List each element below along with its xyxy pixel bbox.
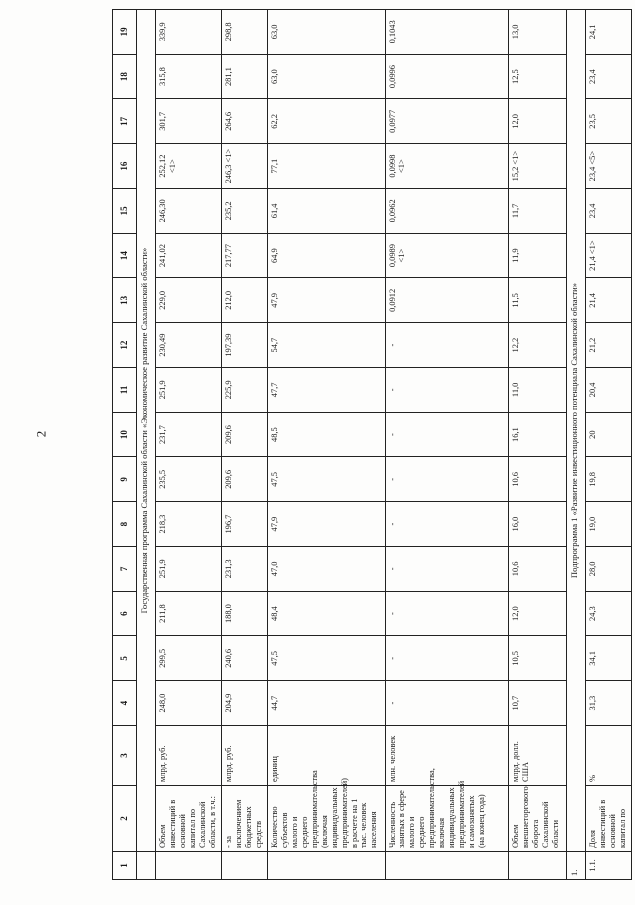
value-cell: - (385, 681, 508, 726)
value-cell: 54,7 (268, 323, 385, 368)
value-cell: 21,2 (586, 323, 632, 368)
value-cell: 12,5 (508, 54, 566, 99)
column-header: 9 (113, 457, 137, 502)
column-header: 19 (113, 10, 137, 55)
column-header: 16 (113, 144, 137, 189)
value-cell: 21,4 <1> (586, 233, 632, 278)
value-cell: 251,9 (156, 547, 222, 592)
value-cell: 44,7 (268, 681, 385, 726)
value-cell: 197,39 (222, 323, 268, 368)
page-number: 2 (33, 430, 49, 438)
column-header: 10 (113, 412, 137, 457)
value-cell: 24,3 (586, 591, 632, 636)
value-cell: 0,0998 <1> (385, 144, 508, 189)
unit-cell: единиц (268, 726, 385, 786)
value-cell: - (385, 636, 508, 681)
value-cell: 10,6 (508, 547, 566, 592)
value-cell: 47,0 (268, 547, 385, 592)
value-cell: 23,4 <5> (586, 144, 632, 189)
value-cell: 10,6 (508, 457, 566, 502)
column-header: 6 (113, 591, 137, 636)
value-cell: 188,0 (222, 591, 268, 636)
value-cell: 13,0 (508, 10, 566, 55)
value-cell: 63,0 (268, 10, 385, 55)
column-header: 3 (113, 726, 137, 786)
value-cell: 28,0 (586, 547, 632, 592)
value-cell: 11,9 (508, 233, 566, 278)
value-cell: - (385, 591, 508, 636)
indicators-table (112, 9, 632, 880)
unit-cell: млрд. руб. (156, 726, 222, 786)
value-cell: 11,5 (508, 278, 566, 323)
value-cell: 20 (586, 412, 632, 457)
table-row (385, 10, 508, 880)
value-cell: 212,0 (222, 278, 268, 323)
column-header: 5 (113, 636, 137, 681)
value-cell: 48,4 (268, 591, 385, 636)
value-cell: 229,0 (156, 278, 222, 323)
value-cell: 204,9 (222, 681, 268, 726)
value-cell: - (385, 368, 508, 413)
value-cell: 64,9 (268, 233, 385, 278)
value-cell: 209,6 (222, 412, 268, 457)
row-number (508, 852, 566, 880)
value-cell: 248,0 (156, 681, 222, 726)
value-cell: 0,0912 (385, 278, 508, 323)
program-title-row (136, 10, 156, 880)
value-cell: 252,12 <1> (156, 144, 222, 189)
value-cell: 240,6 (222, 636, 268, 681)
value-cell: 47,5 (268, 457, 385, 502)
value-cell: 47,9 (268, 502, 385, 547)
unit-cell: % (586, 726, 632, 786)
unit-cell: млрд. руб. (222, 726, 268, 786)
column-header: 4 (113, 681, 137, 726)
value-cell: 11,7 (508, 189, 566, 234)
value-cell: 246,30 (156, 189, 222, 234)
value-cell: 20,4 (586, 368, 632, 413)
rotated-table-wrapper (112, 10, 632, 880)
value-cell: - (385, 323, 508, 368)
value-cell: 281,1 (222, 54, 268, 99)
unit-cell: млрд. долл. США (508, 726, 566, 786)
value-cell: 31,3 (586, 681, 632, 726)
value-cell: 218,3 (156, 502, 222, 547)
value-cell: 339,9 (156, 10, 222, 55)
value-cell: 23,4 (586, 54, 632, 99)
value-cell: 298,8 (222, 10, 268, 55)
header-row (113, 10, 137, 880)
value-cell: 62,2 (268, 99, 385, 144)
column-header: 11 (113, 368, 137, 413)
value-cell: - (385, 412, 508, 457)
value-cell: 10,5 (508, 636, 566, 681)
row-number (385, 852, 508, 880)
value-cell: 0,0996 (385, 54, 508, 99)
row-number (156, 852, 222, 880)
column-header: 14 (113, 233, 137, 278)
value-cell: 209,6 (222, 457, 268, 502)
value-cell: 47,7 (268, 368, 385, 413)
value-cell: 47,5 (268, 636, 385, 681)
value-cell: 230,49 (156, 323, 222, 368)
value-cell: 315,8 (156, 54, 222, 99)
value-cell: 21,4 (586, 278, 632, 323)
value-cell: 77,1 (268, 144, 385, 189)
value-cell: 0,0977 (385, 99, 508, 144)
value-cell: 23,4 (586, 189, 632, 234)
value-cell: 251,9 (156, 368, 222, 413)
value-cell: 47,9 (268, 278, 385, 323)
table-row (268, 10, 385, 880)
value-cell: 23,5 (586, 99, 632, 144)
subprogram-title: Подпрограмма 1 «Развитие инвестиционного потенциала Сахалинской области» (566, 10, 586, 852)
value-cell: 16,0 (508, 502, 566, 547)
table-row (222, 10, 268, 880)
indicator-name: Количество субъектов малого и среднего предпринимательства (включая индивидуальных предпринимателей) в расчете на 1 тыс. человек населения (268, 786, 385, 852)
value-cell: 15,2 <1> (508, 144, 566, 189)
value-cell: 63,0 (268, 54, 385, 99)
value-cell: 16,1 (508, 412, 566, 457)
value-cell: 12,0 (508, 591, 566, 636)
column-header: 17 (113, 99, 137, 144)
indicator-name: - за исключением бюджетных средств (222, 786, 268, 852)
column-header: 12 (113, 323, 137, 368)
program-num-cell (136, 852, 156, 880)
value-cell: 24,1 (586, 10, 632, 55)
value-cell: 19,0 (586, 502, 632, 547)
value-cell: 196,7 (222, 502, 268, 547)
value-cell: 301,7 (156, 99, 222, 144)
column-header: 8 (113, 502, 137, 547)
column-header: 7 (113, 547, 137, 592)
value-cell: 235,2 (222, 189, 268, 234)
program-title: Государственная программа Сахалинской области «Экономическое развитие Сахалинской области» (136, 10, 156, 852)
column-header: 15 (113, 189, 137, 234)
value-cell: 231,7 (156, 412, 222, 457)
value-cell: 217,77 (222, 233, 268, 278)
value-cell: 19,8 (586, 457, 632, 502)
value-cell: 0,0962 (385, 189, 508, 234)
subprogram-row (566, 10, 586, 880)
value-cell: 11,0 (508, 368, 566, 413)
value-cell: 241,02 (156, 233, 222, 278)
row-number (268, 852, 385, 880)
column-header: 18 (113, 54, 137, 99)
value-cell: 246,3 <1> (222, 144, 268, 189)
value-cell: 34,1 (586, 636, 632, 681)
table-row (508, 10, 566, 880)
value-cell: - (385, 457, 508, 502)
column-header: 2 (113, 786, 137, 852)
value-cell: 0,0989 <1> (385, 233, 508, 278)
value-cell: 225,9 (222, 368, 268, 413)
indicator-name: Доля инвестиций в основной капитал по (586, 786, 632, 852)
value-cell: 211,8 (156, 591, 222, 636)
value-cell: - (385, 502, 508, 547)
value-cell: 231,3 (222, 547, 268, 592)
subprogram-number: 1. (566, 852, 586, 880)
indicator-name: Объем внешнеторгового оборота Сахалинской области (508, 786, 566, 852)
value-cell: 61,4 (268, 189, 385, 234)
value-cell: 10,7 (508, 681, 566, 726)
value-cell: 264,6 (222, 99, 268, 144)
value-cell: 0,1043 (385, 10, 508, 55)
row-number (222, 852, 268, 880)
row-number: 1.1. (586, 852, 632, 880)
indicator-name: Объем инвестиций в основной капитал по Сахалинской области, в т.ч.: (156, 786, 222, 852)
table-row (586, 10, 632, 880)
value-cell: 12,2 (508, 323, 566, 368)
column-header: 13 (113, 278, 137, 323)
value-cell: 235,5 (156, 457, 222, 502)
value-cell: 12,0 (508, 99, 566, 144)
value-cell: 48,5 (268, 412, 385, 457)
column-header: 1 (113, 852, 137, 880)
value-cell: - (385, 547, 508, 592)
unit-cell: млн. человек (385, 726, 508, 786)
table-row (156, 10, 222, 880)
indicator-name: Численность занятых в сфере малого и среднего предпринимательства, включая индивидуальных предпринимателей и самозанятых (на конец года) (385, 786, 508, 852)
value-cell: 299,5 (156, 636, 222, 681)
